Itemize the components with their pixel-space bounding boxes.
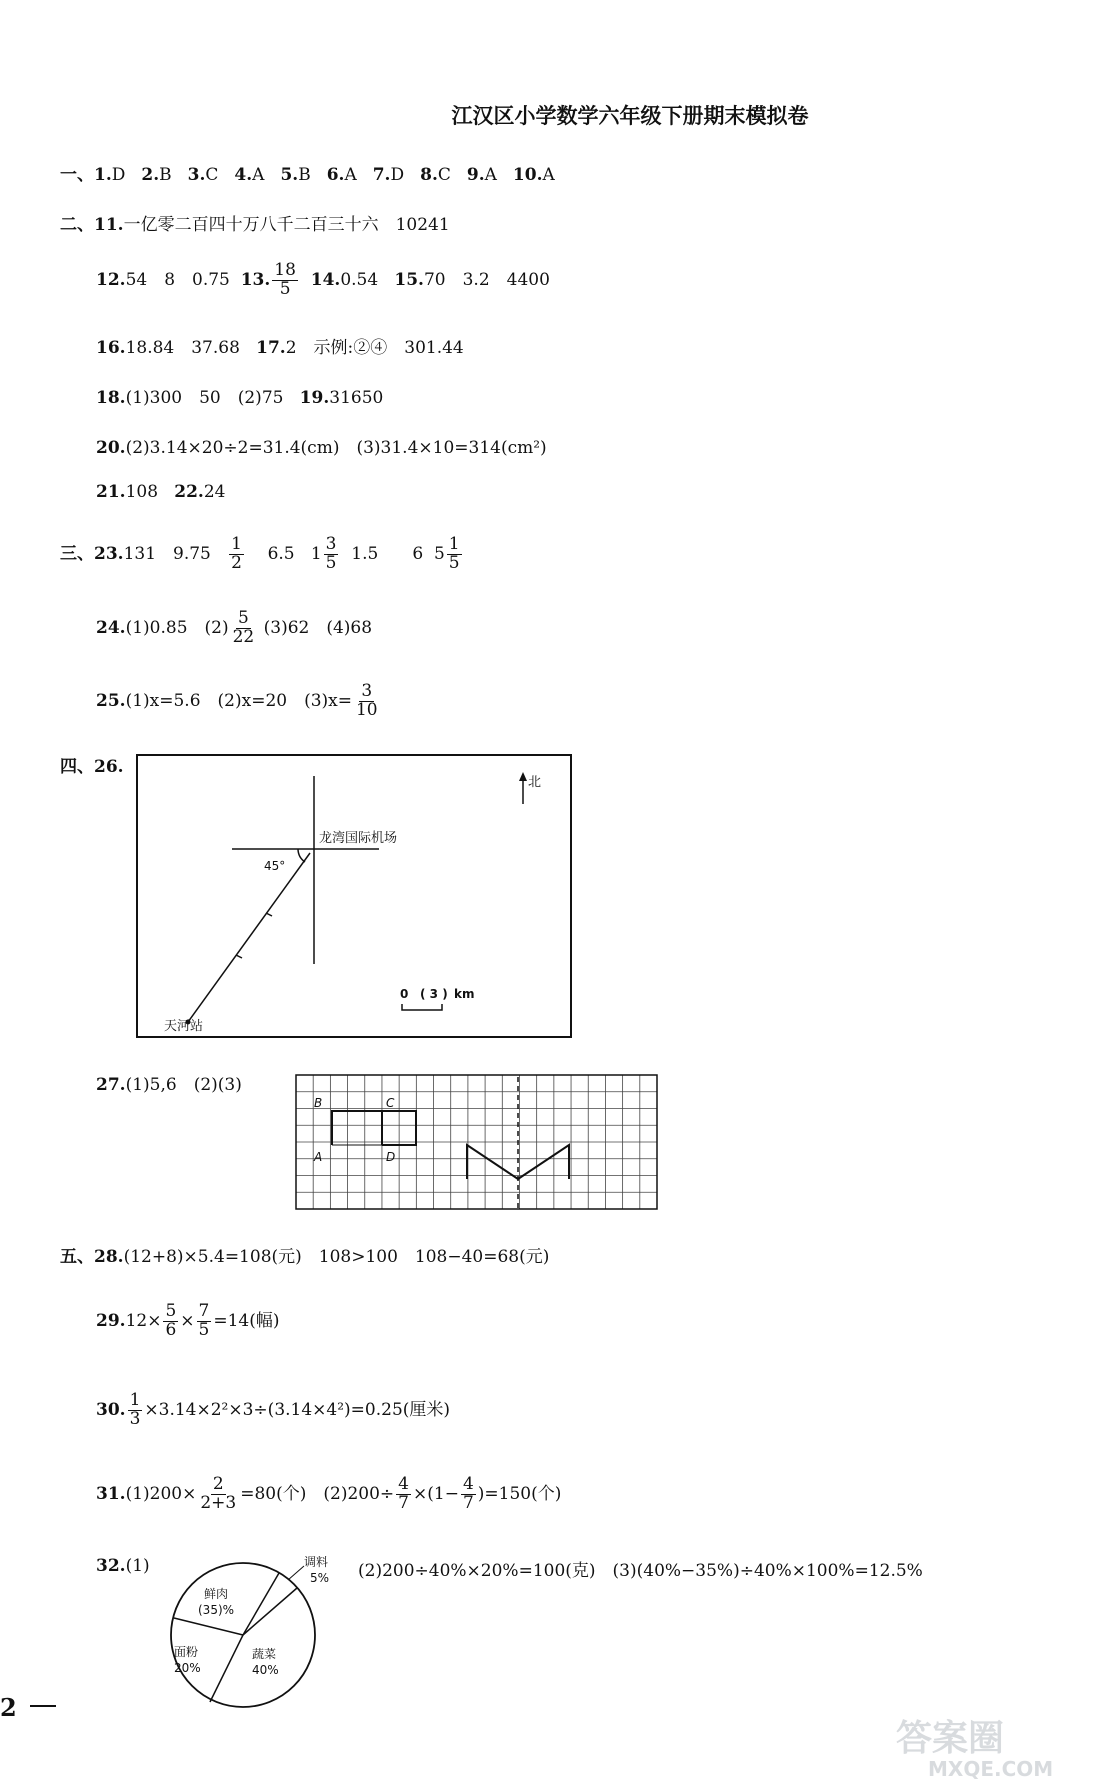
- route-tick: [236, 955, 242, 958]
- q26-number: 26.: [94, 757, 124, 777]
- q30-line: [96, 1392, 450, 1429]
- north-arrow-head-icon: [519, 772, 527, 781]
- q25-denominator: 10: [355, 699, 378, 720]
- q21-line: [96, 482, 225, 502]
- pie-label-meat: 鲜肉: [204, 1587, 229, 1601]
- mc-answer: 8.C: [420, 165, 451, 185]
- section-5-label: 五、: [60, 1247, 94, 1267]
- map-frame: [137, 755, 571, 1037]
- pie-divider: [243, 1573, 279, 1635]
- q23-mixed-1: [311, 536, 341, 573]
- pie-pct-veg: 40%: [252, 1663, 279, 1677]
- q29-b: =14(幅): [213, 1310, 280, 1331]
- q29-f1-denominator: 6: [165, 1319, 177, 1340]
- q26-line: [60, 752, 124, 777]
- q27-line: [96, 1070, 242, 1095]
- route-tick: [266, 913, 272, 916]
- scale-bar: [402, 1004, 442, 1010]
- pie-pct-seasoning: 5%: [310, 1571, 330, 1585]
- q29-f2-numerator: 7: [198, 1301, 210, 1321]
- q27-number: 27.: [96, 1075, 126, 1095]
- section-2-label: 二、: [60, 215, 94, 235]
- q23-m1-denominator: 5: [325, 552, 337, 573]
- q32-pie-chart: [164, 1556, 354, 1714]
- q29-f1-numerator: 5: [165, 1301, 177, 1321]
- q29-f2-denominator: 5: [198, 1319, 210, 1340]
- shape-left: [332, 1111, 382, 1145]
- q31-fraction-3: [461, 1476, 476, 1513]
- mc-answer: 10.A: [512, 165, 555, 185]
- q31-f1-numerator: 2: [212, 1474, 224, 1494]
- angle-arc: [298, 849, 305, 862]
- q23-m2-denominator: 5: [448, 552, 460, 573]
- q31-a: (1)200×: [125, 1483, 197, 1504]
- q28-line: [60, 1242, 549, 1267]
- section-1-answers: [94, 165, 571, 185]
- q29-a: 12×: [125, 1310, 162, 1331]
- q30-denominator: 3: [129, 1408, 141, 1429]
- scale-zero: 0: [400, 987, 409, 1001]
- watermark-url: MXQE.COM: [928, 1757, 1054, 1781]
- pie-label-veg: 蔬菜: [252, 1647, 277, 1661]
- mc-answer: 3.C: [187, 165, 219, 185]
- pie-divider: [210, 1635, 243, 1702]
- q32-number: 32.: [96, 1556, 126, 1576]
- q24-denominator: 22: [232, 626, 255, 647]
- q25-line: [96, 683, 382, 720]
- q11-number: 11.: [94, 215, 124, 235]
- q23-fraction-1: [229, 536, 244, 573]
- q30-number: 30.: [96, 1399, 126, 1420]
- mc-answer: 4.A: [234, 165, 265, 185]
- q18-number: 18.: [96, 388, 126, 408]
- section-3-label: 三、: [60, 543, 94, 564]
- q15-answer: 70 3.2 4400: [423, 269, 550, 290]
- q24-numerator: 5: [238, 608, 249, 628]
- mc-answer: 1.D: [94, 165, 126, 185]
- q25-fraction: [354, 683, 380, 720]
- q23-number: 23.: [94, 543, 124, 564]
- q19-answer: 31650: [329, 388, 384, 408]
- q23-f1-denominator: 2: [231, 552, 242, 573]
- q23-m1-numerator: 3: [325, 534, 337, 554]
- north-label: 北: [528, 775, 542, 790]
- q11-answer: 一亿零二百四十万八千二百三十六 10241: [123, 215, 450, 235]
- q28-number: 28.: [94, 1247, 124, 1267]
- mc-answer: 9.A: [466, 165, 497, 185]
- grid-lines: [296, 1075, 657, 1209]
- q29-times: ×: [180, 1310, 195, 1331]
- q31-number: 31.: [96, 1483, 126, 1504]
- angle-label: 45°: [264, 859, 286, 873]
- q31-line: [96, 1476, 561, 1513]
- q20-line: [96, 433, 547, 458]
- q11-line: [60, 210, 450, 235]
- q24-fraction: [231, 610, 257, 647]
- q32-b: (2)200÷40%×20%=100(克) (3)(40%−35%)÷40%×100%=12.5%: [358, 1561, 923, 1581]
- q12-line: [96, 262, 550, 299]
- page-number: 2: [0, 1693, 17, 1722]
- pie-pct-flour: 20%: [174, 1661, 201, 1675]
- mc-answer: 6.A: [326, 165, 357, 185]
- q24-number: 24.: [96, 617, 126, 638]
- q24-answer-a: (1)0.85 (2): [125, 617, 229, 638]
- q18-answer: (1)300 50 (2)75: [125, 388, 284, 408]
- grid-label-c: C: [386, 1096, 395, 1110]
- q14-answer: 0.54: [340, 269, 379, 290]
- q31-b: =80(个) (2)200÷: [240, 1483, 395, 1504]
- q13-fraction: [272, 262, 298, 299]
- q27-answer: (1)5,6 (2)(3): [125, 1075, 242, 1095]
- pie-divider: [243, 1588, 297, 1635]
- q12-answer: 54 8 0.75: [125, 269, 230, 290]
- q24-answer-b: (3)62 (4)68: [263, 617, 373, 638]
- q29-fraction-1: [163, 1303, 178, 1340]
- q31-fraction-2: [396, 1476, 411, 1513]
- pie-label-seasoning: 调料: [304, 1556, 329, 1569]
- pie-label-flour: 面粉: [174, 1645, 199, 1659]
- q19-number: 19.: [299, 388, 330, 408]
- watermark: [888, 1708, 1098, 1782]
- page-number-dash: [30, 1705, 56, 1707]
- grid-label-b: B: [314, 1096, 323, 1110]
- q12-number: 12.: [96, 269, 126, 290]
- q23-f1-numerator: 1: [231, 534, 242, 554]
- q23-line: [60, 536, 464, 573]
- q31-f2-denominator: 7: [398, 1492, 409, 1513]
- q13-denominator: 5: [279, 278, 291, 299]
- station-label: 天河站: [164, 1019, 204, 1034]
- q32-a: (1): [125, 1556, 150, 1576]
- watermark-text: 答案圈: [896, 1718, 1005, 1759]
- q28-answer: (12+8)×5.4=108(元) 108>100 108−40=68(元): [123, 1247, 550, 1267]
- q18-line: [96, 383, 383, 408]
- airport-label: 龙湾国际机场: [319, 831, 398, 846]
- q23-answer-a: 131 9.75: [123, 543, 211, 564]
- page-title: 江汉区小学数学六年级下册期末模拟卷: [451, 103, 809, 128]
- q27-grid-diagram: [294, 1073, 660, 1213]
- section-4-label: 四、: [60, 757, 94, 777]
- mc-answer: 7.D: [372, 165, 405, 185]
- q23-mixed-2: [434, 536, 464, 573]
- q16-line: [96, 333, 464, 358]
- q25-numerator: 3: [361, 681, 373, 701]
- q31-fraction-1: [198, 1476, 238, 1513]
- seasoning-leader: [288, 1566, 304, 1580]
- q13-numerator: 18: [274, 260, 296, 280]
- q21-number: 21.: [96, 482, 126, 502]
- grid-label-a: A: [314, 1150, 323, 1164]
- q31-d: )=150(个): [477, 1483, 562, 1504]
- q30-numerator: 1: [129, 1390, 141, 1410]
- q23-answer-b: 6.5: [267, 543, 295, 564]
- q16-answer: 18.84 37.68: [125, 338, 240, 358]
- section-1-label: 一、: [60, 165, 94, 185]
- q31-f3-numerator: 4: [462, 1474, 474, 1494]
- q23-answer-c: 1.5 6: [351, 543, 424, 564]
- q20-number: 20.: [96, 438, 126, 458]
- q16-number: 16.: [96, 338, 126, 358]
- q32-answer-line: [358, 1556, 923, 1581]
- scale-unit: km: [454, 987, 475, 1001]
- q25-number: 25.: [96, 690, 126, 711]
- q29-line: [96, 1303, 280, 1340]
- q30-fraction: [128, 1392, 143, 1429]
- q31-c: ×(1−: [413, 1483, 459, 1504]
- q24-line: [96, 610, 372, 647]
- q30-b: ×3.14×2²×3÷(3.14×4²)=0.25(厘米): [144, 1399, 451, 1420]
- q21-answer: 108: [125, 482, 159, 502]
- q13-number: 13.: [240, 269, 271, 290]
- q22-answer: 24: [203, 482, 226, 502]
- grid-label-d: D: [386, 1150, 396, 1164]
- q23-m2-numerator: 1: [448, 534, 460, 554]
- mc-answer: 5.B: [280, 165, 311, 185]
- q32-line: [96, 1556, 150, 1576]
- q15-number: 15.: [394, 269, 424, 290]
- q31-f2-numerator: 4: [398, 1474, 409, 1494]
- pie-pct-meat: (35)%: [198, 1603, 235, 1617]
- pie-divider: [174, 1618, 243, 1635]
- q17-number: 17.: [256, 338, 286, 358]
- q22-number: 22.: [174, 482, 204, 502]
- section-1-line: [60, 160, 571, 185]
- q23-m2-whole: 5: [433, 544, 445, 565]
- q14-number: 14.: [310, 269, 341, 290]
- q29-number: 29.: [96, 1310, 126, 1331]
- q25-answer-a: (1)x=5.6 (2)x=20 (3)x=: [125, 690, 352, 711]
- mc-answer: 2.B: [141, 165, 172, 185]
- q23-m1-whole: 1: [310, 544, 322, 565]
- q20-answer: (2)3.14×20÷2=31.4(cm) (3)31.4×10=314(cm²): [125, 438, 547, 458]
- q31-f1-denominator: 2+3: [200, 1492, 237, 1513]
- scale-value: ( 3 ): [420, 987, 448, 1001]
- q31-f3-denominator: 7: [462, 1492, 474, 1513]
- map-route-line: [188, 853, 310, 1022]
- q29-fraction-2: [197, 1303, 212, 1340]
- q17-answer: 2 示例:②④ 301.44: [285, 338, 464, 358]
- q26-map-diagram: [136, 754, 572, 1038]
